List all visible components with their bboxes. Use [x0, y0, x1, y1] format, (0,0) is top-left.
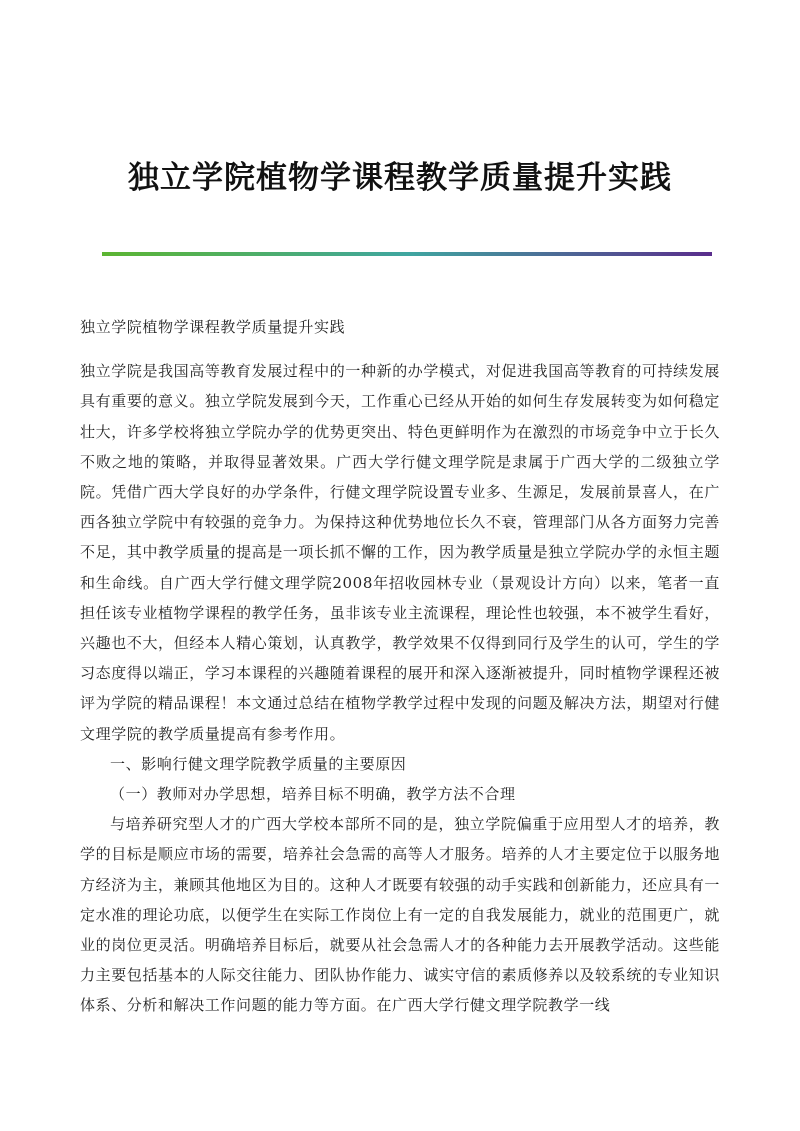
document-subtitle: 独立学院植物学课程教学质量提升实践	[80, 318, 346, 336]
subsection-heading: （一）教师对办学思想，培养目标不明确，教学方法不合理	[110, 785, 516, 804]
section-heading: 一、影响行健文理学院教学质量的主要原因	[110, 754, 407, 773]
document-body	[80, 312, 720, 1021]
body-paragraph: 与培养研究型人才的广西大学校本部所不同的是，独立学院偏重于应用型人才的培养，教学的目标是顺应市场的需要，培养社会急需的高等人才服务。培养的人才主要定位于以服务地方经济为主，兼顾其他地区为目的。这种人才既要有较强的动手实践和创新能力，还应具有一定水准的理论功底，以便学生在实际工作岗位上有一定的自我发展能力，就业的范围更广，就业的岗位更灵活。明确培养目标后，就要从社会急需人才的各种能力去开展教学活动。这些能力主要包括基本的人际交往能力、团队协作能力、诚实守信的素质修养以及较系统的专业知识体系、分析和解决工作问题的能力等方面。在广西大学行健文理学院教学一线	[80, 815, 720, 1015]
intro-paragraph: 独立学院是我国高等教育发展过程中的一种新的办学模式，对促进我国高等教育的可持续发展具有重要的意义。独立学院发展到今天，工作重心已经从开始的如何生存发展转变为如何稳定壮大，许多学校将独立学院办学的优势更突出、特色更鲜明作为在激烈的市场竞争中立于长久不败之地的策略，并取得显著效果。广西大学行健文理学院是隶属于广西大学的二级独立学院。凭借广西大学良好的办学条件，行健文理学院设置专业多、生源足，发展前景喜人，在广西各独立学院中有较强的竞争力。为保持这种优势地位长久不衰，管理部门从各方面努力完善不足，其中教学质量的提高是一项长抓不懈的工作，因为教学质量是独立学院办学的永恒主题和生命线。自广西大学行健文理学院2008年招收园林专业（景观设计方向）以来，笔者一直担任该专业植物学课程的教学任务，虽非该专业主流课程，理论性也较强，本不被学生看好，兴趣也不大，但经本人精心策划，认真教学，教学效果不仅得到同行及学生的认可，学生的学习态度得以端正，学习本课程的兴趣随着课程的展开和深入逐渐被提升，同时植物学课程还被评为学院的精品课程！本文通过总结在植物学教学过程中发现的问题及解决方法，期望对行健文理学院的教学质量提高有参考作用。	[80, 362, 720, 743]
title-divider	[102, 252, 712, 256]
document-title: 独立学院植物学课程教学质量提升实践	[128, 160, 672, 196]
